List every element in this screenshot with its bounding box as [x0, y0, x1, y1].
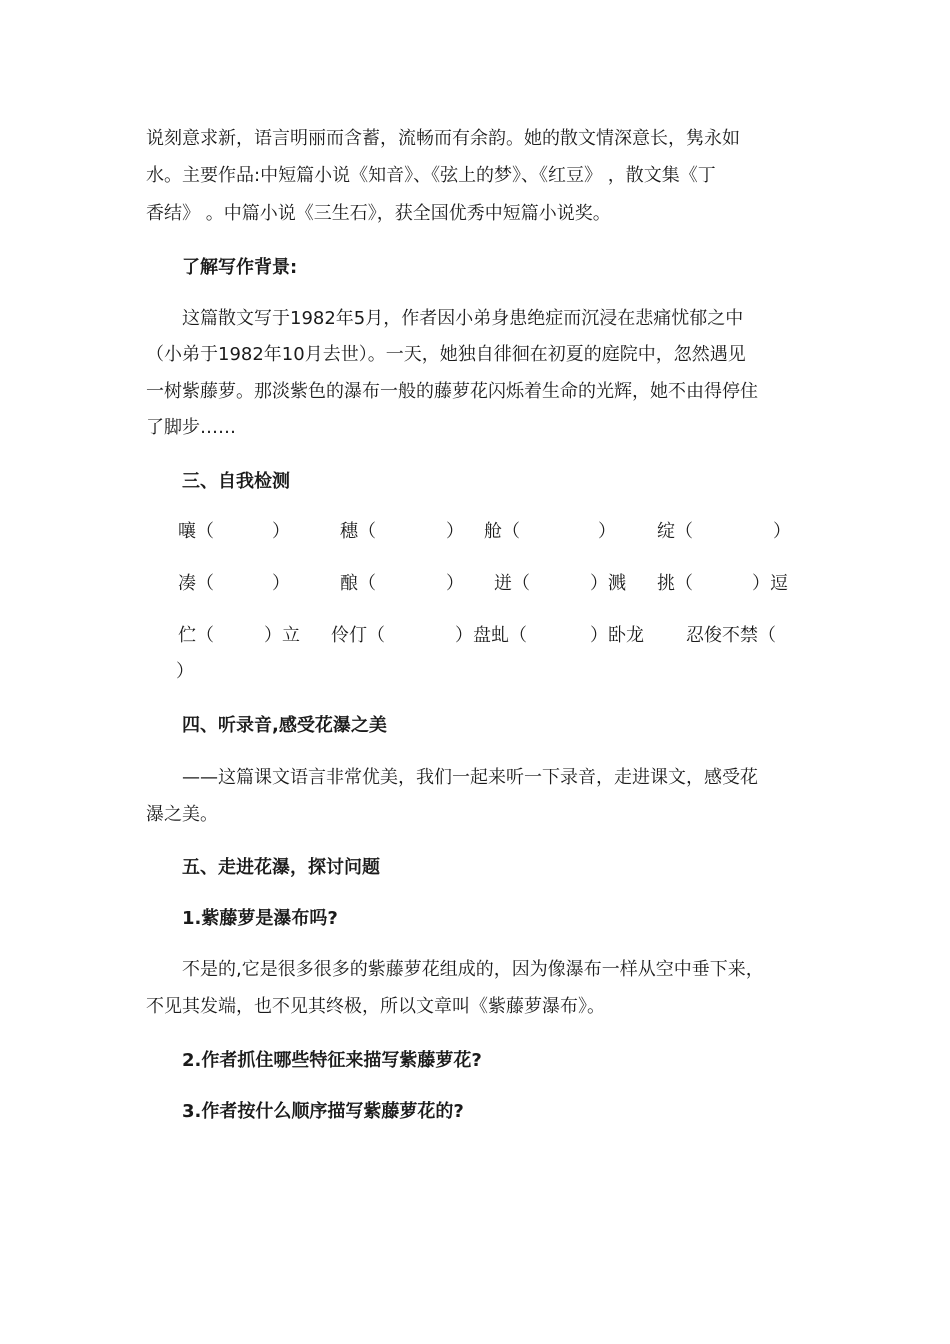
vocab-blank-end: ）卧龙 — [590, 625, 644, 646]
vocab-item: 迸（ — [494, 573, 530, 594]
background-line-3: 一树紫藤萝。那淡紫色的瀑布一般的藤萝花闪烁着生命的光辉，她不由得停住 — [146, 381, 758, 402]
vocab-item: 穗（ — [340, 521, 376, 542]
vocab-blank-end: ）溅 — [590, 573, 626, 594]
vocab-blank-end: ） — [272, 521, 290, 542]
vocab-blank-end: ） — [446, 573, 464, 594]
author-intro-line-2: 水。主要作品:中短篇小说《知音》、《弦上的梦》、《红豆》 ，散文集《丁 — [146, 165, 716, 186]
author-intro-line-1: 说刻意求新，语言明丽而含蓄，流畅而有余韵。她的散文情深意长，隽永如 — [146, 128, 740, 149]
vocab-item: 凑（ — [178, 573, 214, 594]
answer-1-line-1: 不是的,它是很多很多的紫藤萝花组成的，因为像瀑布一样从空中垂下来， — [182, 959, 764, 980]
answer-1-line-2: 不见其发端，也不见其终极，所以文章叫《紫藤萝瀑布》。 — [146, 996, 605, 1017]
vocab-item: 伫（ — [178, 625, 214, 646]
vocab-row-2 — [0, 572, 950, 596]
vocab-row-3 — [0, 624, 950, 648]
background-heading: 了解写作背景: — [182, 257, 298, 278]
vocab-blank-end: ） — [272, 573, 290, 594]
vocab-blank-end: ） — [598, 521, 616, 542]
question-3: 3.作者按什么顺序描写紫藤萝花的? — [182, 1101, 464, 1122]
vocab-item: 挑（ — [657, 573, 693, 594]
vocab-item: 酿（ — [340, 573, 376, 594]
vocab-item: 绽（ — [657, 521, 693, 542]
vocab-item: ）盘虬（ — [455, 625, 527, 646]
background-line-2: （小弟于1982年10月去世）。一天，她独自徘徊在初夏的庭院中，忽然遇见 — [146, 344, 746, 365]
vocab-blank-end: ）逗 — [752, 573, 788, 594]
vocab-row-1 — [0, 520, 950, 544]
vocab-item: 忍俊不禁（ — [686, 625, 776, 646]
background-line-4: 了脚步…… — [146, 417, 236, 438]
vocab-item: 舱（ — [484, 521, 520, 542]
question-2: 2.作者抓住哪些特征来描写紫藤萝花? — [182, 1050, 482, 1071]
listening-line-1: ——这篇课文语言非常优美，我们一起来听一下录音，走进课文，感受花 — [182, 767, 758, 788]
author-intro-line-3: 香结》 。中篇小说《三生石》，获全国优秀中短篇小说奖。 — [146, 203, 611, 224]
section-4-heading: 四、听录音,感受花瀑之美 — [182, 715, 387, 736]
listening-line-2: 瀑之美。 — [146, 804, 218, 825]
section-3-heading: 三、自我检测 — [182, 471, 290, 492]
section-5-heading: 五、走进花瀑，探讨问题 — [182, 857, 380, 878]
vocab-item: 伶仃（ — [331, 625, 385, 646]
background-line-1: 这篇散文写于1982年5月，作者因小弟身患绝症而沉浸在悲痛忧郁之中 — [182, 308, 744, 329]
question-1: 1.紫藤萝是瀑布吗? — [182, 908, 338, 929]
vocab-blank-end: ） — [446, 521, 464, 542]
vocab-blank-end: ） — [773, 521, 791, 542]
vocab-blank-end: ）立 — [264, 625, 300, 646]
vocab-row-4: ） — [176, 661, 194, 682]
vocab-item: 嚷（ — [178, 521, 214, 542]
